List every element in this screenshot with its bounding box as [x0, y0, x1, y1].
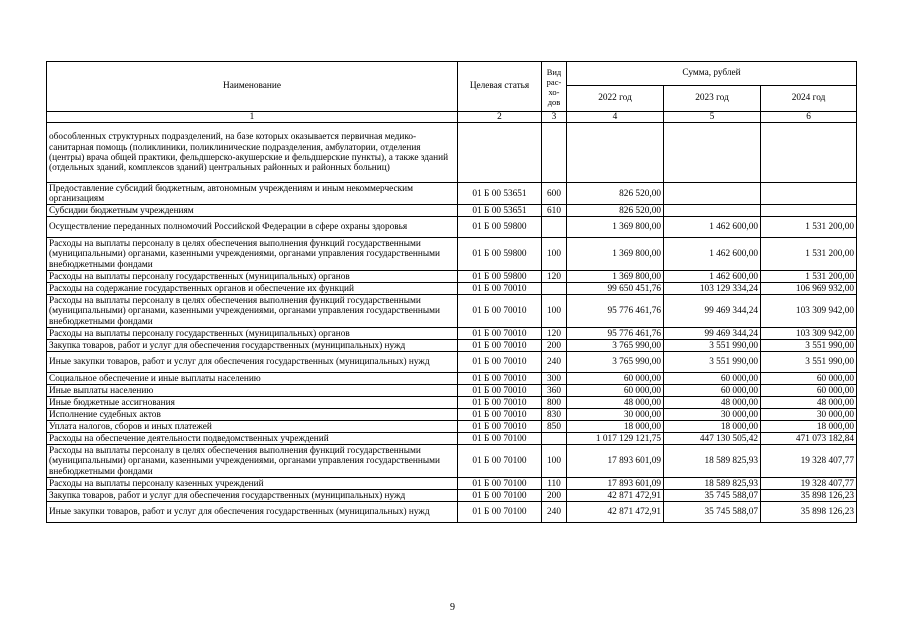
row-amount-2022: 1 369 800,00 — [567, 271, 664, 283]
row-name: Расходы на содержание государственных органов и обеспечение их функций — [47, 283, 458, 295]
row-target-code: 01 Б 00 53651 — [458, 183, 542, 205]
row-amount-2023: 48 000,00 — [664, 397, 761, 409]
row-amount-2022: 1 369 800,00 — [567, 217, 664, 238]
header-year-2024: 2024 год — [761, 86, 857, 112]
row-amount-2022: 99 650 451,76 — [567, 283, 664, 295]
row-name: Иные закупки товаров, работ и услуг для обеспечения государственных (муниципальных) нужд — [47, 502, 458, 523]
row-amount-2022 — [567, 123, 664, 183]
row-target-code: 01 Б 00 70010 — [458, 283, 542, 295]
row-expense-kind — [542, 433, 567, 445]
row-name: Расходы на выплаты персоналу казенных учреждений — [47, 478, 458, 490]
row-target-code: 01 Б 00 70010 — [458, 373, 542, 385]
row-amount-2024: 471 073 182,84 — [761, 433, 857, 445]
row-name: Социальное обеспечение и иные выплаты населению — [47, 373, 458, 385]
row-target-code: 01 Б 00 70010 — [458, 295, 542, 328]
row-amount-2022: 3 765 990,00 — [567, 352, 664, 373]
table-row — [47, 295, 857, 328]
row-amount-2022: 95 776 461,76 — [567, 295, 664, 328]
row-amount-2024: 103 309 942,00 — [761, 328, 857, 340]
row-amount-2024: 60 000,00 — [761, 385, 857, 397]
row-expense-kind — [542, 217, 567, 238]
row-amount-2022: 48 000,00 — [567, 397, 664, 409]
row-amount-2022: 42 871 472,91 — [567, 490, 664, 502]
row-target-code: 01 Б 00 70100 — [458, 445, 542, 478]
header-sum: Сумма, рублей — [567, 62, 857, 86]
row-amount-2022: 1 369 800,00 — [567, 238, 664, 271]
column-index: 6 — [761, 112, 857, 123]
row-amount-2024: 19 328 407,77 — [761, 445, 857, 478]
row-name: Расходы на выплаты персоналу государственных (муниципальных) органов — [47, 271, 458, 283]
row-amount-2023: 103 129 334,24 — [664, 283, 761, 295]
row-target-code: 01 Б 00 59800 — [458, 271, 542, 283]
row-expense-kind: 200 — [542, 490, 567, 502]
row-name: обособленных структурных подразделений, на базе которых оказывается первичная медико-санитарная помощь (поликлиники, поликлинические подразделения, амбулатории, отделения (центры) врача общей практики, фельдшерско-акушерские и фельдшерские пункты), а также зданий (отдельных зданий, комплексов зданий) центральных районных и районных больниц) — [47, 123, 458, 183]
row-name: Иные закупки товаров, работ и услуг для обеспечения государственных (муниципальных) нужд — [47, 352, 458, 373]
row-amount-2024 — [761, 205, 857, 217]
row-target-code: 01 Б 00 59800 — [458, 238, 542, 271]
row-amount-2024: 3 551 990,00 — [761, 340, 857, 352]
row-amount-2022: 18 000,00 — [567, 421, 664, 433]
row-amount-2023: 18 589 825,93 — [664, 445, 761, 478]
row-amount-2024 — [761, 183, 857, 205]
column-index: 3 — [542, 112, 567, 123]
row-name: Иные выплаты населению — [47, 385, 458, 397]
table-row — [47, 445, 857, 478]
table-row — [47, 183, 857, 205]
table-row — [47, 123, 857, 183]
row-amount-2022: 60 000,00 — [567, 373, 664, 385]
row-name: Исполнение судебных актов — [47, 409, 458, 421]
column-index: 5 — [664, 112, 761, 123]
row-amount-2023: 18 000,00 — [664, 421, 761, 433]
table-row — [47, 238, 857, 271]
row-expense-kind: 100 — [542, 238, 567, 271]
row-amount-2022: 1 017 129 121,75 — [567, 433, 664, 445]
row-expense-kind: 120 — [542, 328, 567, 340]
row-amount-2023: 18 589 825,93 — [664, 478, 761, 490]
table-row — [47, 217, 857, 238]
row-amount-2022: 42 871 472,91 — [567, 502, 664, 523]
row-expense-kind: 600 — [542, 183, 567, 205]
row-target-code — [458, 123, 542, 183]
row-name: Осуществление переданных полномочий Российской Федерации в сфере охраны здоровья — [47, 217, 458, 238]
header-target: Целевая статья — [458, 62, 542, 112]
table-row — [47, 283, 857, 295]
table-row — [47, 409, 857, 421]
row-name: Расходы на выплаты персоналу в целях обеспечения выполнения функций государственными (муниципальными) органами, казенными учреждениями, органами управления государственными внебюджетными фондами — [47, 445, 458, 478]
table-row — [47, 205, 857, 217]
row-target-code: 01 Б 00 70100 — [458, 433, 542, 445]
row-target-code: 01 Б 00 70010 — [458, 340, 542, 352]
row-expense-kind: 240 — [542, 352, 567, 373]
row-amount-2022: 826 520,00 — [567, 205, 664, 217]
table-row — [47, 397, 857, 409]
row-amount-2023 — [664, 123, 761, 183]
row-expense-kind — [542, 123, 567, 183]
row-name: Иные бюджетные ассигнования — [47, 397, 458, 409]
row-amount-2024: 18 000,00 — [761, 421, 857, 433]
row-amount-2022: 3 765 990,00 — [567, 340, 664, 352]
row-amount-2023 — [664, 205, 761, 217]
row-amount-2023: 1 462 600,00 — [664, 271, 761, 283]
row-expense-kind: 240 — [542, 502, 567, 523]
row-expense-kind: 360 — [542, 385, 567, 397]
table-row — [47, 433, 857, 445]
header-year-2022: 2022 год — [567, 86, 664, 112]
row-amount-2024: 3 551 990,00 — [761, 352, 857, 373]
table-row — [47, 373, 857, 385]
row-amount-2024: 35 898 126,23 — [761, 490, 857, 502]
budget-table — [46, 61, 857, 523]
row-name: Предоставление субсидий бюджетным, автономным учреждениям и иным некоммерческим организациям — [47, 183, 458, 205]
row-target-code: 01 Б 00 70100 — [458, 478, 542, 490]
row-expense-kind: 300 — [542, 373, 567, 385]
row-amount-2022: 95 776 461,76 — [567, 328, 664, 340]
row-amount-2024: 1 531 200,00 — [761, 238, 857, 271]
row-amount-2022: 30 000,00 — [567, 409, 664, 421]
row-amount-2023: 3 551 990,00 — [664, 352, 761, 373]
row-amount-2022: 826 520,00 — [567, 183, 664, 205]
row-amount-2024: 1 531 200,00 — [761, 217, 857, 238]
table-row — [47, 502, 857, 523]
row-target-code: 01 Б 00 70100 — [458, 490, 542, 502]
row-target-code: 01 Б 00 70010 — [458, 421, 542, 433]
header-year-2023: 2023 год — [664, 86, 761, 112]
row-amount-2023: 35 745 588,07 — [664, 502, 761, 523]
row-amount-2022: 17 893 601,09 — [567, 445, 664, 478]
row-amount-2023: 1 462 600,00 — [664, 238, 761, 271]
row-name: Расходы на выплаты персоналу в целях обеспечения выполнения функций государственными (муниципальными) органами, казенными учреждениями, органами управления государственными внебюджетными фондами — [47, 238, 458, 271]
table-row — [47, 478, 857, 490]
row-name: Субсидии бюджетным учреждениям — [47, 205, 458, 217]
row-amount-2024: 35 898 126,23 — [761, 502, 857, 523]
row-amount-2023: 60 000,00 — [664, 385, 761, 397]
row-name: Расходы на выплаты персоналу в целях обеспечения выполнения функций государственными (муниципальными) органами, казенными учреждениями, органами управления государственными внебюджетными фондами — [47, 295, 458, 328]
row-target-code: 01 Б 00 59800 — [458, 217, 542, 238]
header-row-1 — [47, 62, 857, 86]
row-amount-2024: 48 000,00 — [761, 397, 857, 409]
column-index-row — [47, 112, 857, 123]
column-index: 1 — [47, 112, 458, 123]
row-amount-2024: 30 000,00 — [761, 409, 857, 421]
row-amount-2024: 103 309 942,00 — [761, 295, 857, 328]
row-amount-2023: 99 469 344,24 — [664, 295, 761, 328]
row-amount-2023: 35 745 588,07 — [664, 490, 761, 502]
row-amount-2024 — [761, 123, 857, 183]
row-expense-kind: 100 — [542, 295, 567, 328]
table-row — [47, 490, 857, 502]
row-target-code: 01 Б 00 70010 — [458, 397, 542, 409]
row-name: Закупка товаров, работ и услуг для обеспечения государственных (муниципальных) нужд — [47, 340, 458, 352]
row-target-code: 01 Б 00 70100 — [458, 502, 542, 523]
row-expense-kind: 830 — [542, 409, 567, 421]
row-target-code: 01 Б 00 70010 — [458, 352, 542, 373]
row-amount-2024: 106 969 932,00 — [761, 283, 857, 295]
table-row — [47, 340, 857, 352]
row-target-code: 01 Б 00 53651 — [458, 205, 542, 217]
table-row — [47, 421, 857, 433]
row-expense-kind: 850 — [542, 421, 567, 433]
row-name: Расходы на выплаты персоналу государственных (муниципальных) органов — [47, 328, 458, 340]
table-row — [47, 352, 857, 373]
row-expense-kind: 110 — [542, 478, 567, 490]
row-name: Закупка товаров, работ и услуг для обеспечения государственных (муниципальных) нужд — [47, 490, 458, 502]
row-expense-kind: 100 — [542, 445, 567, 478]
row-expense-kind: 610 — [542, 205, 567, 217]
row-amount-2024: 60 000,00 — [761, 373, 857, 385]
table-row — [47, 328, 857, 340]
row-amount-2023: 447 130 505,42 — [664, 433, 761, 445]
row-expense-kind: 120 — [542, 271, 567, 283]
row-amount-2022: 60 000,00 — [567, 385, 664, 397]
row-name: Уплата налогов, сборов и иных платежей — [47, 421, 458, 433]
row-amount-2024: 1 531 200,00 — [761, 271, 857, 283]
row-expense-kind: 200 — [542, 340, 567, 352]
row-amount-2023: 3 551 990,00 — [664, 340, 761, 352]
row-amount-2023: 30 000,00 — [664, 409, 761, 421]
row-target-code: 01 Б 00 70010 — [458, 385, 542, 397]
row-amount-2024: 19 328 407,77 — [761, 478, 857, 490]
table-row — [47, 271, 857, 283]
row-target-code: 01 Б 00 70010 — [458, 328, 542, 340]
page-number: 9 — [450, 602, 455, 613]
row-target-code: 01 Б 00 70010 — [458, 409, 542, 421]
row-amount-2022: 17 893 601,09 — [567, 478, 664, 490]
row-expense-kind — [542, 283, 567, 295]
row-amount-2023: 60 000,00 — [664, 373, 761, 385]
table-row — [47, 385, 857, 397]
row-amount-2023 — [664, 183, 761, 205]
header-name: Наименование — [47, 62, 458, 112]
header-kind: Вид рас-хо-дов — [542, 62, 567, 112]
row-name: Расходы на обеспечение деятельности подведомственных учреждений — [47, 433, 458, 445]
row-expense-kind: 800 — [542, 397, 567, 409]
column-index: 2 — [458, 112, 542, 123]
row-amount-2023: 99 469 344,24 — [664, 328, 761, 340]
row-amount-2023: 1 462 600,00 — [664, 217, 761, 238]
column-index: 4 — [567, 112, 664, 123]
